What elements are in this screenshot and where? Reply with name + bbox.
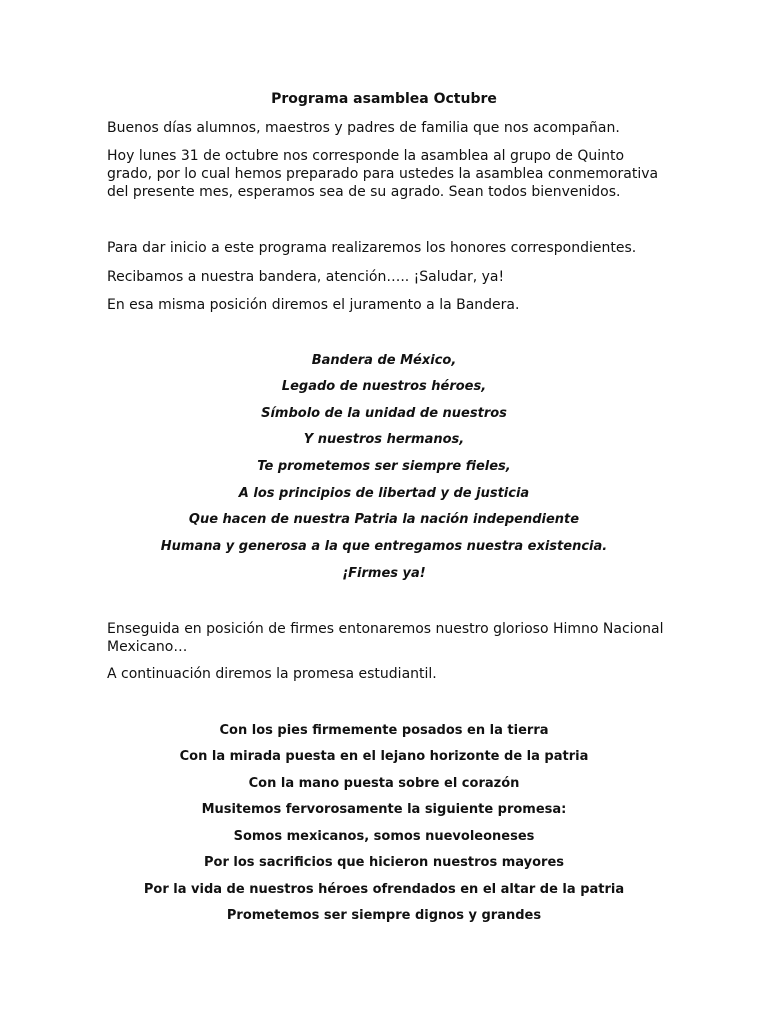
oath-line-8: Humana y generosa a la que entregamos nuestra existencia. — [160, 539, 608, 554]
promise-line-3: Con la mano puesta sobre el corazón — [248, 776, 520, 791]
promise-line-7: Por la vida de nuestros héroes ofrendados en el altar de la patria — [143, 882, 625, 897]
oath-line-6: A los principios de libertad y de justicia — [238, 486, 530, 501]
promise-line-6: Por los sacrificios que hicieron nuestros mayores — [203, 855, 564, 870]
anthem-line-2: Mexicano… — [107, 639, 188, 655]
promise-line-2: Con la mirada puesta en el lejano horizonte de la patria — [179, 749, 589, 764]
intro-line-3: del presente mes, esperamos sea de su agrado. Sean todos bienvenidos. — [107, 184, 621, 200]
anthem-line-1: Enseguida en posición de firmes entonaremos nuestro glorioso Himno Nacional — [107, 621, 664, 637]
oath-line-5: Te prometemos ser siempre fieles, — [257, 459, 511, 474]
oath-line-7: Que hacen de nuestra Patria la nación independiente — [188, 512, 580, 527]
oath-line-4: Y nuestros hermanos, — [303, 432, 465, 447]
greeting-paragraph: Buenos días alumnos, maestros y padres de familia que nos acompañan. — [107, 120, 620, 136]
promise-line-1: Con los pies firmemente posados en la tierra — [219, 723, 549, 738]
promise-line-4: Musitemos fervorosamente la siguiente promesa: — [201, 802, 567, 817]
document-title: Programa asamblea Octubre — [271, 91, 497, 107]
flag-salute-paragraph: Recibamos a nuestra bandera, atención….. ¡Saludar, ya! — [107, 269, 505, 285]
intro-line-2: grado, por lo cual hemos preparado para ustedes la asamblea conmemorativa — [107, 166, 659, 182]
oath-intro-paragraph: En esa misma posición diremos el juramento a la Bandera. — [107, 297, 520, 313]
honors-paragraph: Para dar inicio a este programa realizaremos los honores correspondientes. — [107, 240, 637, 256]
oath-line-2: Legado de nuestros héroes, — [281, 379, 487, 394]
oath-line-9: ¡Firmes ya! — [342, 566, 426, 581]
oath-line-1: Bandera de México, — [311, 353, 457, 368]
promise-line-5: Somos mexicanos, somos nuevoleoneses — [233, 829, 535, 844]
promise-intro-paragraph: A continuación diremos la promesa estudiantil. — [107, 666, 437, 682]
promise-line-8: Prometemos ser siempre dignos y grandes — [226, 908, 542, 923]
intro-line-1: Hoy lunes 31 de octubre nos corresponde la asamblea al grupo de Quinto — [107, 148, 625, 164]
oath-line-3: Símbolo de la unidad de nuestros — [261, 406, 507, 421]
